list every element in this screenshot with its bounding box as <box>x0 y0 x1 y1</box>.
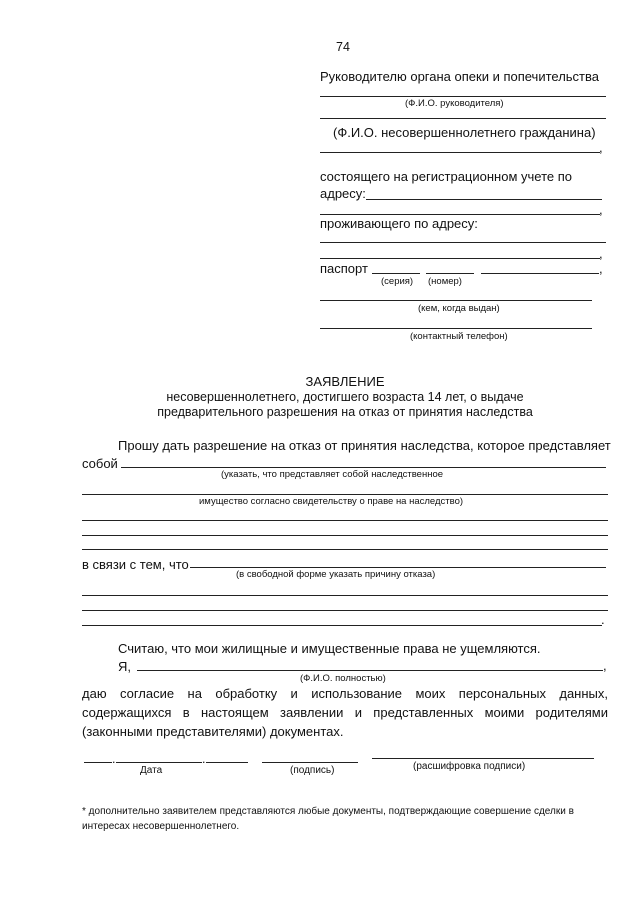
comma-4: , <box>599 261 603 276</box>
reason-caption: (в свободной форме указать причину отказа) <box>236 569 436 580</box>
document-subtitle-1: несовершеннолетнего, достигшего возраста 14 лет, о выдаче <box>166 390 524 404</box>
property-line-5 <box>82 549 608 550</box>
passport-extra-line <box>481 273 599 274</box>
property-line-4 <box>82 535 608 536</box>
full-fio-caption: (Ф.И.О. полностью) <box>300 673 386 684</box>
passport-number-line <box>426 273 474 274</box>
property-line-3 <box>82 520 608 521</box>
residing-label: проживающего по адресу: <box>320 216 478 231</box>
minor-fio-caption: (Ф.И.О. несовершеннолетнего гражданина) <box>333 125 596 140</box>
date-year-line <box>206 762 248 763</box>
self-label: собой <box>82 456 118 471</box>
recipient-title: Руководителю органа опеки и попечительства <box>320 69 599 84</box>
property-line-1 <box>121 467 606 468</box>
registered-address-line-2 <box>320 214 600 215</box>
date-dot-2: . <box>202 752 206 766</box>
date-day-line <box>84 762 112 763</box>
i-label: Я, <box>118 659 131 674</box>
registered-address-line <box>366 199 602 200</box>
signature-caption: (подпись) <box>290 765 335 776</box>
phone-line <box>320 328 592 329</box>
comma-5: , <box>603 658 607 673</box>
document-title: ЗАЯВЛЕНИЕ <box>305 374 385 389</box>
passport-label: паспорт <box>320 261 368 276</box>
period-mark: . <box>601 612 605 627</box>
comma-2: , <box>599 202 603 217</box>
issued-line <box>320 300 592 301</box>
date-caption: Дата <box>140 765 163 776</box>
rights-statement: Считаю, что мои жилищные и имущественные права не ущемляются. <box>118 641 541 656</box>
document-subtitle-2: предварительного разрешения на отказ от принятия наследства <box>157 405 533 419</box>
passport-series-line <box>372 273 420 274</box>
reason-line-4 <box>82 625 602 626</box>
page-number: 74 <box>336 40 350 54</box>
signature-line <box>262 762 358 763</box>
reason-line-3 <box>82 610 608 611</box>
head-fio-caption: (Ф.И.О. руководителя) <box>405 98 504 109</box>
property-caption-2: имущество согласно свидетельству о праве на наследство) <box>199 496 464 507</box>
decode-line <box>372 758 594 759</box>
full-fio-line <box>137 670 603 671</box>
footnote: * дополнительно заявителем представляются любые документы, подтверждающие совершение сделки в интересах несовершеннолетнего. <box>82 806 574 832</box>
property-caption-1: (указать, что представляет собой наследственное <box>221 469 444 480</box>
date-dot-1: . <box>112 752 116 766</box>
registered-label-2: адресу: <box>320 186 366 201</box>
issued-caption: (кем, когда выдан) <box>418 303 500 314</box>
comma-3: , <box>599 246 603 261</box>
property-line-2 <box>82 494 608 495</box>
registered-label-1: состоящего на регистрационном учете по <box>320 169 572 184</box>
date-month-line <box>116 762 202 763</box>
minor-fio-line-2 <box>320 152 600 153</box>
consent-paragraph: даю согласие на обработку и использование моих персональных данных, содержащихся в настоящем заявлении и представленных моими родителями (законными представителями) документах. <box>82 686 608 739</box>
head-fio-line <box>320 96 606 97</box>
number-caption: (номер) <box>428 276 462 287</box>
residing-address-line <box>320 242 606 243</box>
series-caption: (серия) <box>381 276 414 287</box>
request-text: Прошу дать разрешение на отказ от принятия наследства, которое представляет <box>118 438 611 453</box>
decode-caption: (расшифровка подписи) <box>413 761 526 772</box>
comma-1: , <box>599 140 603 155</box>
reason-label: в связи с тем, что <box>82 557 189 572</box>
phone-caption: (контактный телефон) <box>410 331 508 342</box>
minor-fio-line <box>320 118 606 119</box>
residing-address-line-2 <box>320 258 600 259</box>
reason-line-1 <box>190 567 606 568</box>
reason-line-2 <box>82 595 608 596</box>
